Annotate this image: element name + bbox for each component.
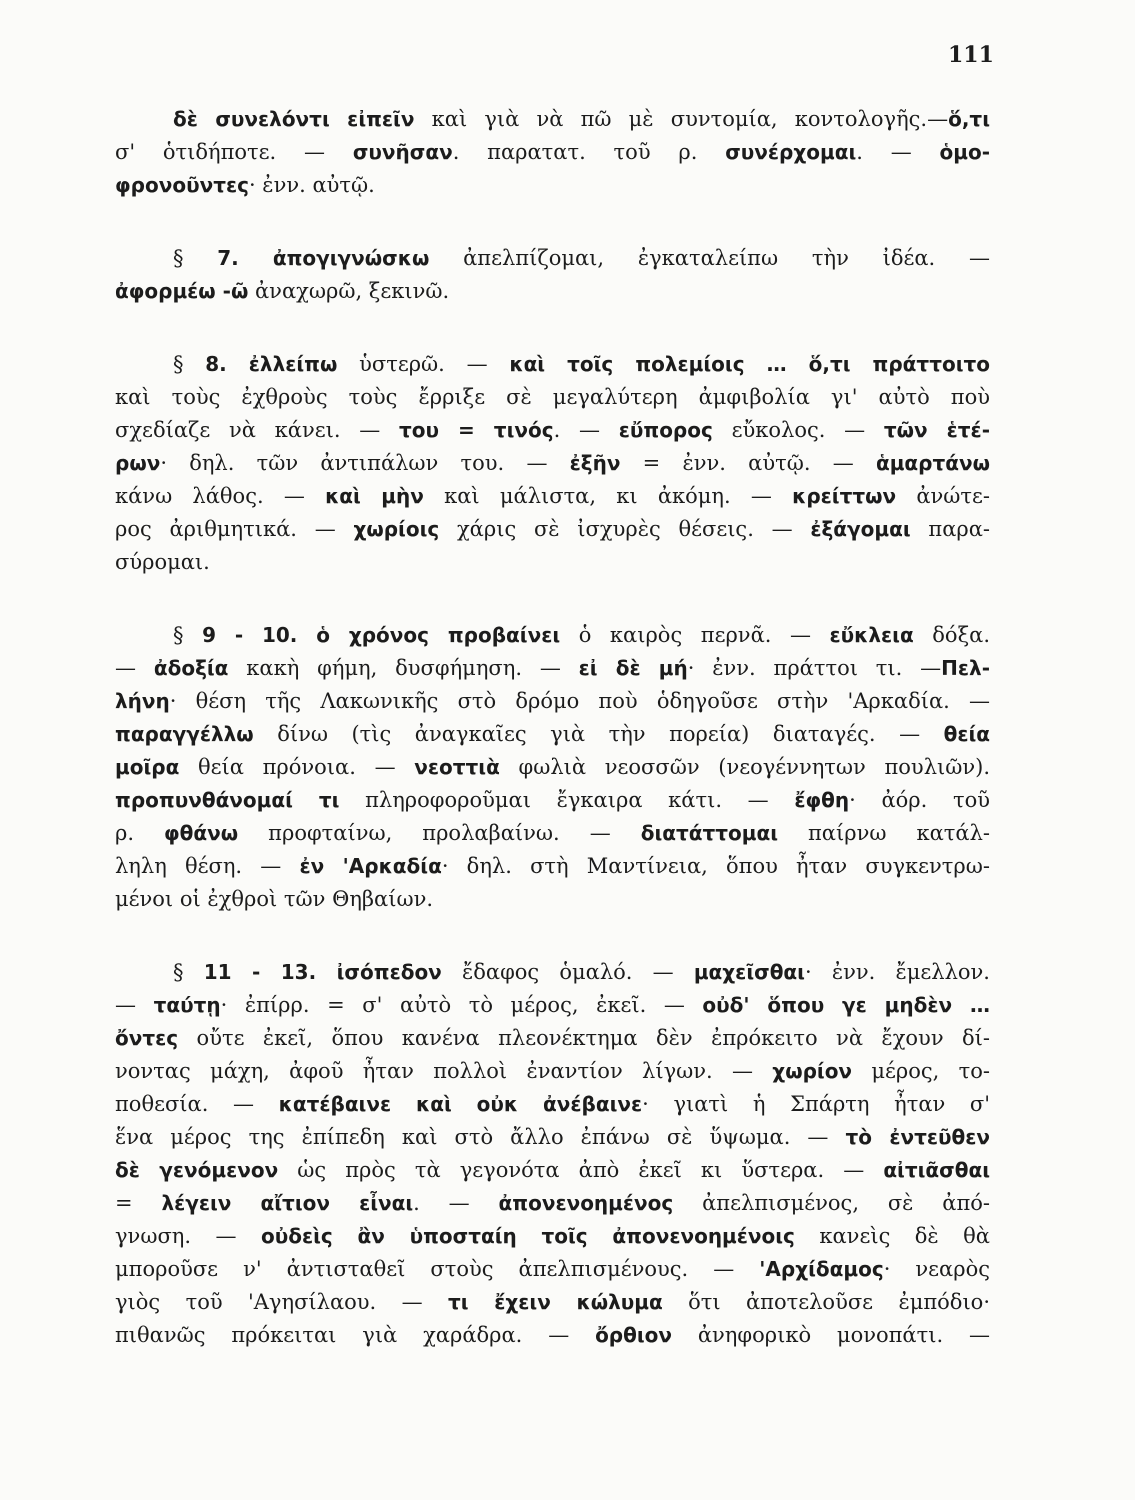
gloss-text: ὡς πρὸς τὰ γεγονότα ἀπὸ ἐκεῖ κι ὕστερα. —	[278, 1158, 884, 1182]
lemma-term: ταύτῃ	[153, 993, 221, 1017]
gloss-text: παίρνω κατάλ-	[778, 821, 990, 845]
gloss-text: §	[173, 352, 206, 376]
lemma-term: κρείττων	[792, 484, 897, 508]
gloss-text: · γιατὶ ἡ Σπάρτη ἦταν σ'	[642, 1092, 990, 1116]
lemma-term: μοῖρα	[115, 755, 180, 779]
lemma-term: 7. ἀπογιγνώσκω	[217, 246, 430, 270]
paragraph-gap	[115, 202, 990, 242]
lemma-term: κατέβαινε καὶ οὐκ ἀνέβαινε	[278, 1092, 643, 1116]
text-line	[115, 685, 990, 718]
paragraph	[115, 103, 990, 202]
lemma-term: 11 - 13. ἰσόπεδον	[203, 960, 442, 984]
lemma-term: μαχεῖσθαι	[693, 960, 805, 984]
lemma-term: δὲ γενόμενον	[115, 1158, 279, 1182]
text-line	[115, 103, 990, 136]
paragraph	[115, 348, 990, 579]
lemma-term: εἰ δὲ μή	[578, 656, 688, 680]
lemma-term: παραγγέλλω	[115, 722, 254, 746]
lemma-term: διατάττομαι	[640, 821, 778, 845]
lemma-term: φθάνω	[164, 821, 239, 845]
text-line	[115, 136, 990, 169]
gloss-text: γιὸς τοῦ 'Αγησίλαου. —	[115, 1290, 448, 1314]
lemma-term: οὐδεὶς ἂν ὑποσταίη τοῖς ἀπονενοημένοις	[260, 1224, 795, 1248]
lemma-term: προπυνθάνομαί τι	[115, 788, 340, 812]
lemma-term: 9 - 10. ὁ χρόνος προβαίνει	[202, 623, 561, 647]
gloss-text: ἀπελπισμένος, σὲ ἀπό-	[673, 1191, 990, 1215]
gloss-text: ρος ἀριθμητικά. —	[115, 517, 354, 541]
lemma-term: ἐξῆν	[569, 451, 621, 475]
lemma-term: ἔφθη	[794, 788, 850, 812]
gloss-text: γνωση. —	[115, 1224, 261, 1248]
lemma-term: 'Αρχίδαμος	[759, 1257, 884, 1281]
gloss-text: χάρις σὲ ἰσχυρὲς θέσεις. —	[439, 517, 811, 541]
gloss-text: · ἐνν. αὐτῷ.	[248, 173, 375, 197]
text-line	[115, 381, 990, 414]
gloss-text: ληλη θέση. —	[115, 854, 300, 878]
text-line	[115, 883, 990, 916]
gloss-text: σ' ὁτιδήποτε. —	[115, 140, 353, 164]
gloss-text: · ἐπίρρ. = σ' αὐτὸ τὸ μέρος, ἐκεῖ. —	[220, 993, 703, 1017]
gloss-text: καὶ μάλιστα, κι ἀκόμη. —	[423, 484, 793, 508]
lemma-term: ἀδοξία	[153, 656, 229, 680]
gloss-text: κανεὶς δὲ θὰ	[794, 1224, 990, 1248]
gloss-text: · ἐνν. ἔμελλον.	[804, 960, 990, 984]
lemma-term: ὁμο-	[939, 140, 990, 164]
text-line	[115, 1220, 990, 1253]
gloss-text: δίνω (τὶς ἀναγκαῖες γιὰ τὴν πορεία) διαταγές. —	[253, 722, 944, 746]
gloss-text: . —	[856, 140, 940, 164]
text-line	[115, 242, 990, 275]
lemma-term: 8. ἐλλείπω	[205, 352, 338, 376]
paragraph	[115, 956, 990, 1352]
commentary-text	[115, 103, 990, 1352]
lemma-term: ἁμαρτάνω	[875, 451, 990, 475]
gloss-text: σύρομαι.	[115, 550, 210, 574]
lemma-term: ρων	[115, 451, 161, 475]
gloss-text: μέρος, το-	[852, 1059, 990, 1083]
lemma-term: ὄντες	[115, 1026, 179, 1050]
gloss-text: θεία πρόνοια. —	[179, 755, 415, 779]
text-line	[115, 1187, 990, 1220]
lemma-term: αἰτιᾶσθαι	[883, 1158, 990, 1182]
gloss-text: οὔτε ἐκεῖ, ὅπου κανένα πλεονέκτημα δὲν ἐπρόκειτο νὰ ἔχουν δί-	[178, 1026, 990, 1050]
lemma-term: Πελ-	[941, 656, 990, 680]
text-line	[115, 751, 990, 784]
paragraph-gap	[115, 916, 990, 956]
gloss-text: πιθανῶς πρόκειται γιὰ χαράδρα. —	[115, 1323, 596, 1347]
paragraph-gap	[115, 579, 990, 619]
text-line	[115, 1121, 990, 1154]
gloss-text: σχεδίαζε νὰ κάνει. —	[115, 418, 399, 442]
gloss-text: μποροῦσε ν' ἀντισταθεῖ στοὺς ἀπελπισμένους. —	[115, 1257, 760, 1281]
lemma-term: χωρίον	[772, 1059, 853, 1083]
text-line	[115, 1088, 990, 1121]
gloss-text: ἀνώτε-	[896, 484, 990, 508]
gloss-text: καὶ γιὰ νὰ πῶ μὲ συντομία, κοντολογῆς.—	[414, 107, 949, 131]
lemma-term: οὐδ' ὅπου γε μηδὲν …	[702, 993, 990, 1017]
text-line	[115, 817, 990, 850]
gloss-text: §	[173, 623, 203, 647]
lemma-term: νεοττιὰ	[414, 755, 500, 779]
text-line	[115, 1154, 990, 1187]
lemma-term: ἀφορμέω -ῶ	[115, 279, 249, 303]
gloss-text: προφταίνω, προλαβαίνω. —	[238, 821, 641, 845]
text-line	[115, 1055, 990, 1088]
gloss-text: ὅτι ἀποτελοῦσε ἐμπόδιο·	[662, 1290, 990, 1314]
gloss-text: ρ.	[115, 821, 165, 845]
lemma-term: ἐν 'Αρκαδία	[299, 854, 442, 878]
text-line	[115, 513, 990, 546]
gloss-text: φωλιὰ νεοσσῶν (νεογέννητων πουλιῶν).	[499, 755, 990, 779]
lemma-term: τῶν ἑτέ-	[883, 418, 990, 442]
gloss-text: κακὴ φήμη, δυσφήμηση. —	[228, 656, 579, 680]
gloss-text: . —	[413, 1191, 499, 1215]
lemma-term: τι ἔχειν κώλυμα	[448, 1290, 663, 1314]
lemma-term: λήνη	[115, 689, 170, 713]
gloss-text: §	[173, 960, 204, 984]
text-line	[115, 447, 990, 480]
gloss-text: παρα-	[910, 517, 990, 541]
text-line	[115, 989, 990, 1022]
page-number: 111	[948, 42, 994, 68]
gloss-text: κάνω λάθος. —	[115, 484, 326, 508]
gloss-text: ἕνα μέρος της ἐπίπεδη καὶ στὸ ἄλλο ἐπάνω σὲ ὕψωμα. —	[115, 1125, 846, 1149]
text-line	[115, 784, 990, 817]
gloss-text: = ἐνν. αὐτῷ. —	[620, 451, 876, 475]
gloss-text: · δηλ. στὴ Μαντίνεια, ὅπου ἦταν συγκεντρω-	[441, 854, 990, 878]
gloss-text: δόξα.	[913, 623, 990, 647]
gloss-text: ποθεσία. —	[115, 1092, 279, 1116]
lemma-term: λέγειν αἴτιον εἶναι	[161, 1191, 414, 1215]
lemma-term: εὔπορος	[618, 418, 713, 442]
gloss-text: —	[115, 993, 154, 1017]
text-line	[115, 1253, 990, 1286]
gloss-text: §	[173, 246, 218, 270]
text-line	[115, 169, 990, 202]
gloss-text: πληροφοροῦμαι ἔγκαιρα κάτι. —	[339, 788, 795, 812]
lemma-term: δὲ συνελόντι εἰπεῖν	[173, 107, 415, 131]
text-line	[115, 348, 990, 381]
lemma-term: καὶ τοῖς πολεμίοις … ὅ,τι πράττοιτο	[509, 352, 990, 376]
lemma-term: ὄρθιον	[595, 1323, 673, 1347]
lemma-term: του = τινός	[399, 418, 554, 442]
text-line	[115, 480, 990, 513]
gloss-text: —	[115, 656, 154, 680]
lemma-term: ἀπονενοημένος	[498, 1191, 674, 1215]
paragraph	[115, 242, 990, 308]
text-line	[115, 718, 990, 751]
gloss-text: ἀνηφορικὸ μονοπάτι. —	[672, 1323, 990, 1347]
text-line	[115, 546, 990, 579]
lemma-term: καὶ μὴν	[325, 484, 424, 508]
gloss-text: καὶ τοὺς ἐχθροὺς τοὺς ἔρριξε σὲ μεγαλύτερη ἀμφιβολία γι' αὐτὸ ποὺ	[115, 385, 990, 409]
text-line	[115, 956, 990, 989]
lemma-term: θεία	[943, 722, 990, 746]
gloss-text: . παρατατ. τοῦ ρ.	[452, 140, 726, 164]
text-line	[115, 414, 990, 447]
text-line	[115, 1286, 990, 1319]
lemma-term: συνῆσαν	[352, 140, 453, 164]
lemma-term: χωρίοις	[353, 517, 440, 541]
text-line	[115, 1022, 990, 1055]
lemma-term: ἐξάγομαι	[810, 517, 911, 541]
gloss-text: ἀναχωρῶ, ξεκινῶ.	[248, 279, 450, 303]
gloss-text: μένοι οἱ ἐχθροὶ τῶν Θηβαίων.	[115, 887, 434, 911]
gloss-text: =	[115, 1191, 162, 1215]
gloss-text: · νεαρὸς	[883, 1257, 990, 1281]
gloss-text: · δηλ. τῶν ἀντιπάλων του. —	[160, 451, 570, 475]
text-line	[115, 619, 990, 652]
lemma-term: συνέρχομαι	[725, 140, 857, 164]
lemma-term: τὸ ἐντεῦθεν	[845, 1125, 991, 1149]
gloss-text: νοντας μάχη, ἀφοῦ ἦταν πολλοὶ ἐναντίον λίγων. —	[115, 1059, 773, 1083]
gloss-text: ὑστερῶ. —	[337, 352, 510, 376]
gloss-text: · ἀόρ. τοῦ	[849, 788, 990, 812]
lemma-term: ὅ,τι	[948, 107, 990, 131]
paragraph-gap	[115, 308, 990, 348]
gloss-text: · θέση τῆς Λακωνικῆς στὸ δρόμο ποὺ ὁδηγοῦσε στὴν 'Αρκαδία. —	[169, 689, 990, 713]
text-line	[115, 850, 990, 883]
gloss-text: ἀπελπίζομαι, ἐγκαταλείπω τὴν ἰδέα. —	[429, 246, 990, 270]
gloss-text: ἔδαφος ὁμαλό. —	[441, 960, 694, 984]
lemma-term: εὔκλεια	[829, 623, 914, 647]
gloss-text: · ἐνν. πράττοι τι. —	[687, 656, 942, 680]
paragraph	[115, 619, 990, 916]
text-line	[115, 1319, 990, 1352]
text-line	[115, 652, 990, 685]
gloss-text: . —	[553, 418, 619, 442]
gloss-text: εὔκολος. —	[712, 418, 884, 442]
lemma-term: φρονοῦντες	[115, 173, 249, 197]
text-line	[115, 275, 990, 308]
gloss-text: ὁ καιρὸς περνᾶ. —	[560, 623, 830, 647]
